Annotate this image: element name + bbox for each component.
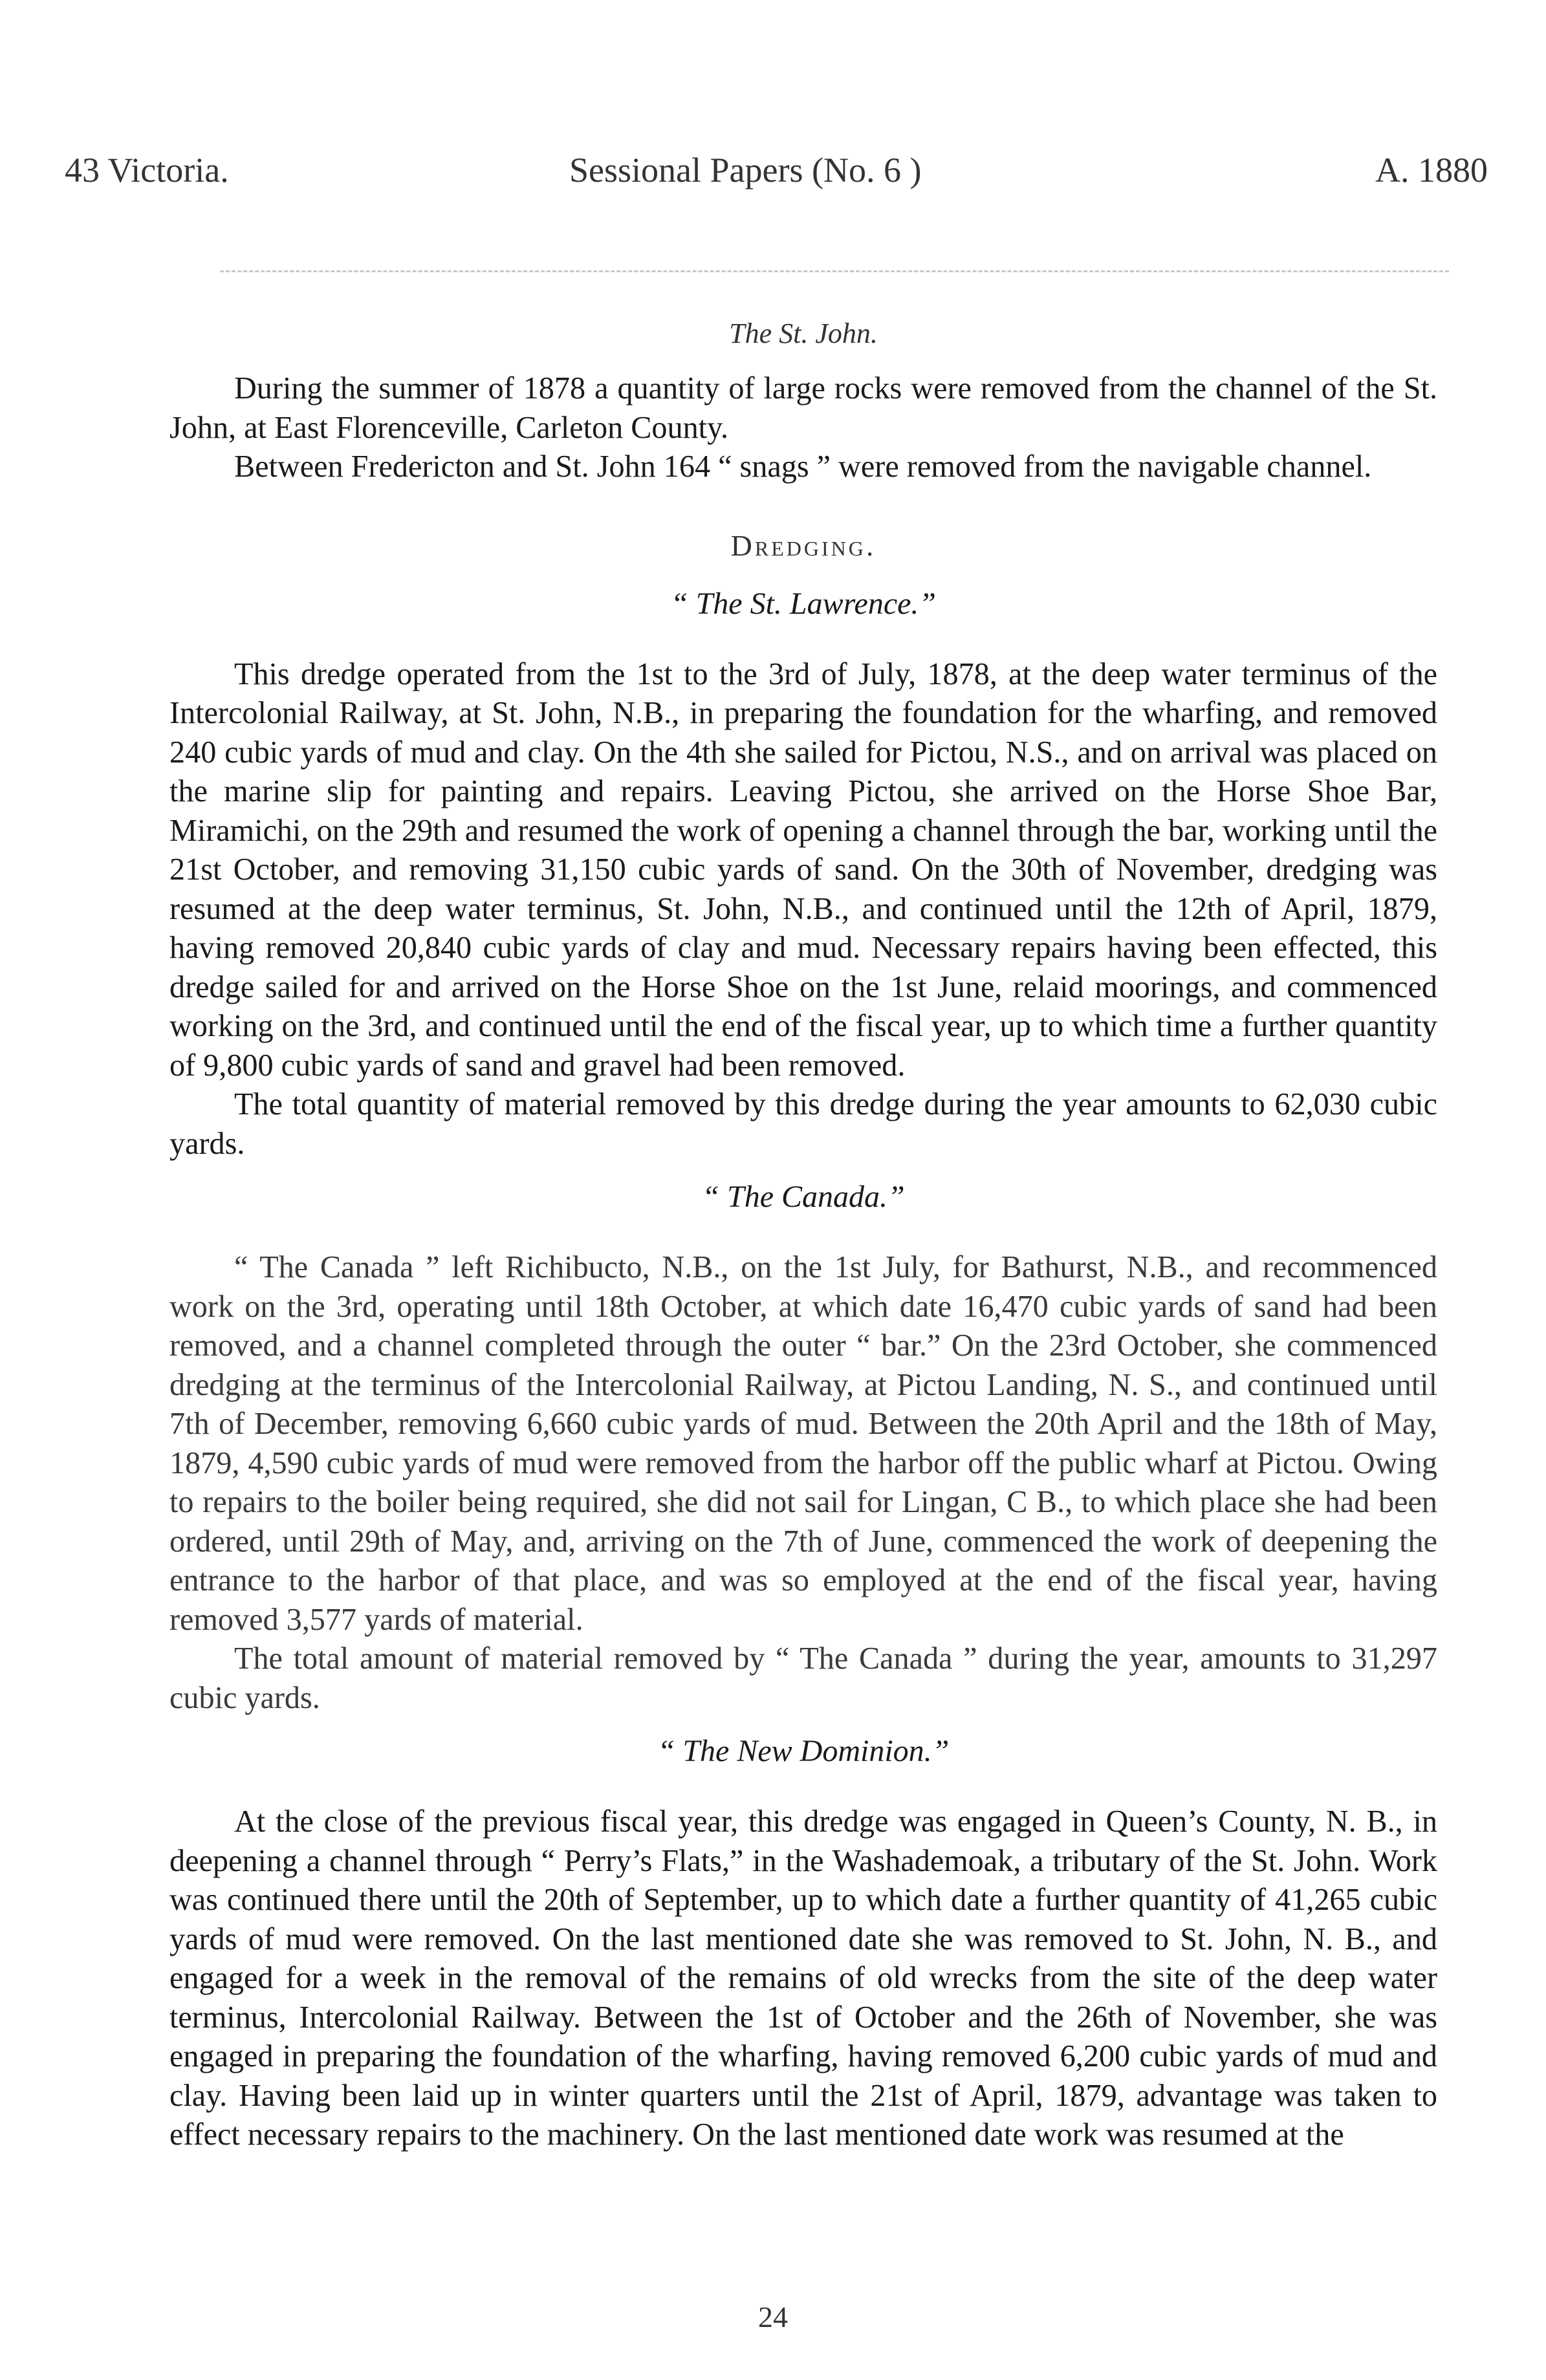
running-header bbox=[65, 150, 1488, 202]
subheading-st-lawrence: “ The St. Lawrence.” bbox=[670, 586, 937, 621]
subheading-new-dominion: “ The New Dominion.” bbox=[657, 1734, 950, 1768]
header-title: Sessional Papers (No. 6 ) bbox=[569, 151, 922, 189]
paragraph: The total quantity of material removed by this dredge during the year amounts to 62,030 cubic yards. bbox=[169, 1087, 1437, 1161]
paragraph: “ The Canada ” left Richibucto, N.B., on the 1st July, for Bathurst, N.B., and recommenced work on the 3rd, operating until 18th October, at which date 16,470 cubic yards of sand had been removed, and a channel completed through the outer “ bar.” On the 23rd October, she commenced dredging at the terminus of the Intercolonial Railway, at Pictou Landing, N. S., and continued until 7th of December, removing 6,660 cubic yards of mud. Between the 20th April and the 18th of May, 1879, 4,590 cubic yards of mud were removed from the harbor off the public wharf at Pictou. Owing to repairs to the boiler being required, she did not sail for Lingan, C B., to which place she had been ordered, until 29th of May, and, arriving on the 7th of June, commenced the work of deepening the entrance to the harbor of that place, and was so employed at the end of the fiscal year, having removed 3,577 yards of material. bbox=[169, 1250, 1437, 1637]
paragraph: During the summer of 1878 a quantity of large rocks were removed from the channel of the St. John, at East Florenceville, Carleton County. bbox=[169, 371, 1437, 445]
section-heading-dredging: Dredging. bbox=[730, 528, 876, 562]
subheading-canada: “ The Canada.” bbox=[702, 1180, 905, 1214]
paragraph: Between Fredericton and St. John 164 “ snags ” were removed from the navigable channel. bbox=[234, 449, 1372, 484]
header-series: A. 1880 bbox=[1375, 151, 1488, 189]
paragraph: At the close of the previous fiscal year, this dredge was engaged in Queen’s County, N. B., in deepening a channel through “ Perry’s Flats,” in the Washademoak, a tributary of the St. John. Work was continued there until the 20th of September, up to which date a further quantity of 41,265 cubic yards of mud were removed. On the last mentioned date she was removed to St. John, N. B., and engaged for a week in the removal of the remains of old wrecks from the site of the deep water terminus, Intercolonial Railway. Between the 1st of October and the 26th of November, she was engaged in preparing the foundation of the wharfing, having removed 6,200 cubic yards of mud and clay. Having been laid up in winter quarters until the 21st of April, 1879, advantage was taken to effect necessary repairs to the machinery. On the last mentioned date work was resumed at the bbox=[169, 1804, 1437, 2152]
header-volume: 43 Victoria. bbox=[65, 151, 229, 189]
page-number: 24 bbox=[758, 2300, 788, 2333]
paragraph: The total amount of material removed by “ The Canada ” during the year, amounts to 31,297 cubic yards. bbox=[169, 1641, 1437, 1715]
section-heading-st-john: The St. John. bbox=[729, 318, 878, 349]
body-text bbox=[169, 285, 1437, 2155]
header-rule bbox=[220, 270, 1449, 272]
paragraph: This dredge operated from the 1st to the 3rd of July, 1878, at the deep water terminus of the Intercolonial Railway, at St. John, N.B., in preparing the foundation for the wharfing, and removed 240 cubic yards of mud and clay. On the 4th she sailed for Pictou, N.S., and on arrival was placed on the marine slip for painting and repairs. Leaving Pictou, she arrived on the Horse Shoe Bar, Miramichi, on the 29th and resumed the work of opening a channel through the bar, working until the 21st October, and removing 31,150 cubic yards of sand. On the 30th of November, dredging was resumed at the deep water terminus, St. John, N.B., and continued until the 12th of April, 1879, having removed 20,840 cubic yards of clay and mud. Necessary repairs having been effected, this dredge sailed for and arrived on the Horse Shoe on the 1st June, relaid moorings, and commenced working on the 3rd, and continued until the end of the fiscal year, up to which time a further quantity of 9,800 cubic yards of sand and gravel had been removed. bbox=[169, 656, 1437, 1083]
